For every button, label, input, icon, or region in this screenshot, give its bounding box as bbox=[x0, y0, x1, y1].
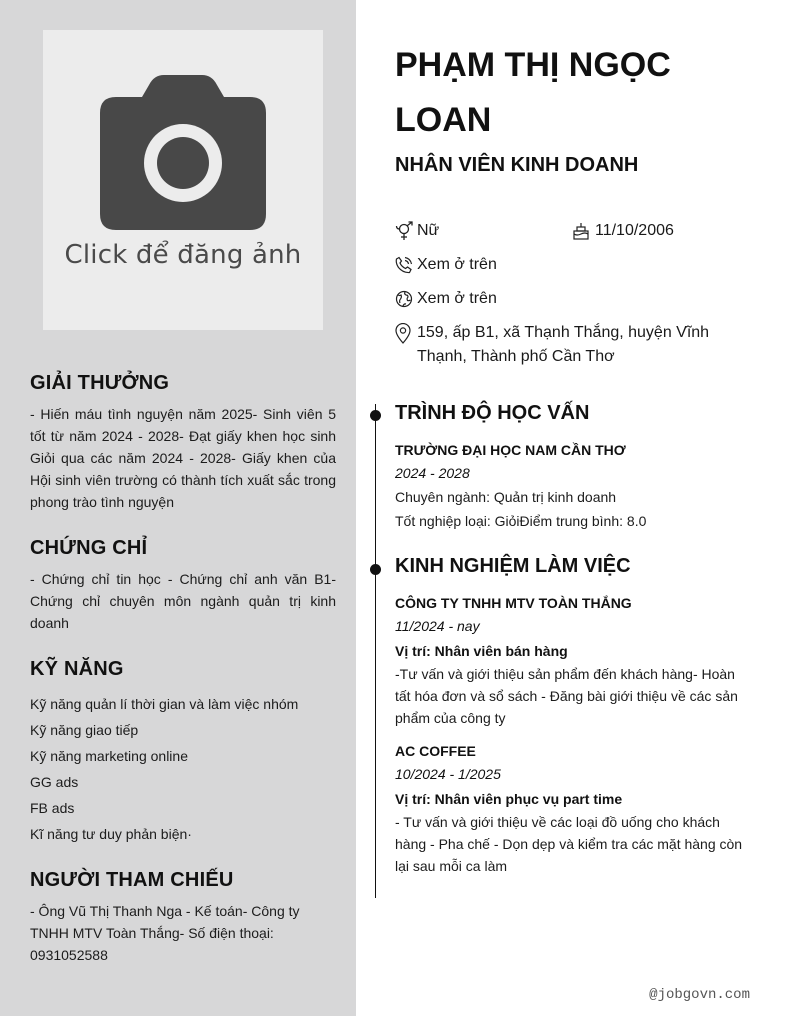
references-section bbox=[30, 869, 336, 966]
address-info bbox=[395, 321, 755, 369]
location-pin-icon bbox=[395, 321, 417, 345]
awards-title: GIẢI THƯỞNG bbox=[30, 372, 170, 394]
job-role: Vị trí: Nhân viên bán hàng bbox=[395, 643, 568, 659]
certificates-section bbox=[30, 537, 336, 634]
education-period: 2024 - 2028 bbox=[395, 465, 470, 481]
phone-info bbox=[395, 253, 497, 277]
skill-item: Kĩ năng tư duy phản biện· bbox=[30, 826, 192, 842]
references-text: - Ông Vũ Thị Thanh Nga - Kế toán- Công ty TNHH MTV Toàn Thắng- Số điện thoại: 0931052588 bbox=[30, 903, 300, 963]
skill-item: Kỹ năng marketing online bbox=[30, 748, 188, 764]
references-title: NGƯỜI THAM CHIẾU bbox=[30, 869, 234, 891]
candidate-name: PHẠM THỊ NGỌC LOAN bbox=[395, 46, 671, 139]
skill-item: GG ads bbox=[30, 774, 79, 790]
photo-upload[interactable] bbox=[43, 30, 323, 330]
job-period: 11/2024 - nay bbox=[395, 618, 480, 634]
gender-value: Nữ bbox=[417, 222, 440, 239]
awards-text: - Hiến máu tình nguyện năm 2025- Sinh viên 5 tốt từ năm 2024 - 2028- Đạt giấy khen học sinh Giỏi qua các năm 2024 - 2028- Giấy khen của Hội sinh viên trường có thành tích xuất sắc trong phong trào tình nguyện bbox=[30, 406, 336, 510]
timeline-dot-education bbox=[370, 410, 381, 421]
gender-icon bbox=[395, 219, 417, 243]
birthdate-value: 11/10/2006 bbox=[595, 222, 674, 239]
company-name: AC COFFEE bbox=[395, 743, 476, 759]
address-value: 159, ấp B1, xã Thạnh Thắng, huyện Vĩnh Thạnh, Thành phố Cần Thơ bbox=[417, 324, 710, 365]
phone-value: Xem ở trên bbox=[417, 256, 497, 273]
skills-list bbox=[30, 691, 336, 847]
awards-section bbox=[30, 372, 336, 513]
website-value: Xem ở trên bbox=[417, 290, 497, 307]
sidebar bbox=[0, 0, 356, 1016]
camera-icon bbox=[100, 75, 266, 230]
experience-title: KINH NGHIỆM LÀM VIỆC bbox=[395, 555, 631, 577]
job-title: NHÂN VIÊN KINH DOANH bbox=[395, 154, 639, 176]
photo-upload-label: Click để đăng ảnh bbox=[64, 240, 302, 270]
experience-entry bbox=[395, 740, 753, 877]
experience-entry bbox=[395, 592, 753, 729]
job-period: 10/2024 - 1/2025 bbox=[395, 766, 501, 782]
job-role: Vị trí: Nhân viên phục vụ part time bbox=[395, 791, 623, 807]
school-name: TRƯỜNG ĐẠI HỌC NAM CẦN THƠ bbox=[395, 442, 626, 458]
certificates-text: - Chứng chỉ tin học - Chứng chỉ anh văn B1- Chứng chỉ chuyên môn ngành quản trị kinh doanh bbox=[30, 571, 336, 631]
skill-item: FB ads bbox=[30, 800, 75, 816]
timeline-dot-experience bbox=[370, 564, 381, 575]
globe-icon bbox=[395, 287, 417, 311]
education-title: TRÌNH ĐỘ HỌC VẤN bbox=[395, 402, 590, 424]
job-description: -Tư vấn và giới thiệu sản phẩm đến khách hàng- Hoàn tất hóa đơn và sổ sách - Đăng bài giới thiệu về các sản phẩm của công ty bbox=[395, 666, 738, 726]
company-name: CÔNG TY TNHH MTV TOÀN THẮNG bbox=[395, 595, 632, 611]
cake-icon bbox=[573, 219, 595, 243]
education-entry bbox=[395, 439, 753, 533]
watermark: @jobgovn.com bbox=[649, 987, 750, 1003]
certificates-title: CHỨNG CHỈ bbox=[30, 537, 148, 559]
skills-section bbox=[30, 658, 336, 847]
timeline-line bbox=[375, 404, 376, 898]
gender-info bbox=[395, 219, 439, 243]
phone-icon bbox=[395, 253, 417, 277]
job-description: - Tư vấn và giới thiệu về các loại đồ uống cho khách hàng - Pha chế - Dọn dẹp và kiểm tra các mặt hàng còn lại sau mỗi ca làm bbox=[395, 814, 743, 874]
skills-title: KỸ NĂNG bbox=[30, 658, 124, 680]
education-major: Chuyên ngành: Quản trị kinh doanh bbox=[395, 489, 617, 505]
website-info bbox=[395, 287, 497, 311]
education-result: Tốt nghiệp loại: GiỏiĐiểm trung bình: 8.0 bbox=[395, 513, 647, 529]
birthdate-info bbox=[573, 219, 674, 243]
skill-item: Kỹ năng quản lí thời gian và làm việc nhóm bbox=[30, 696, 299, 712]
skill-item: Kỹ năng giao tiếp bbox=[30, 722, 139, 738]
